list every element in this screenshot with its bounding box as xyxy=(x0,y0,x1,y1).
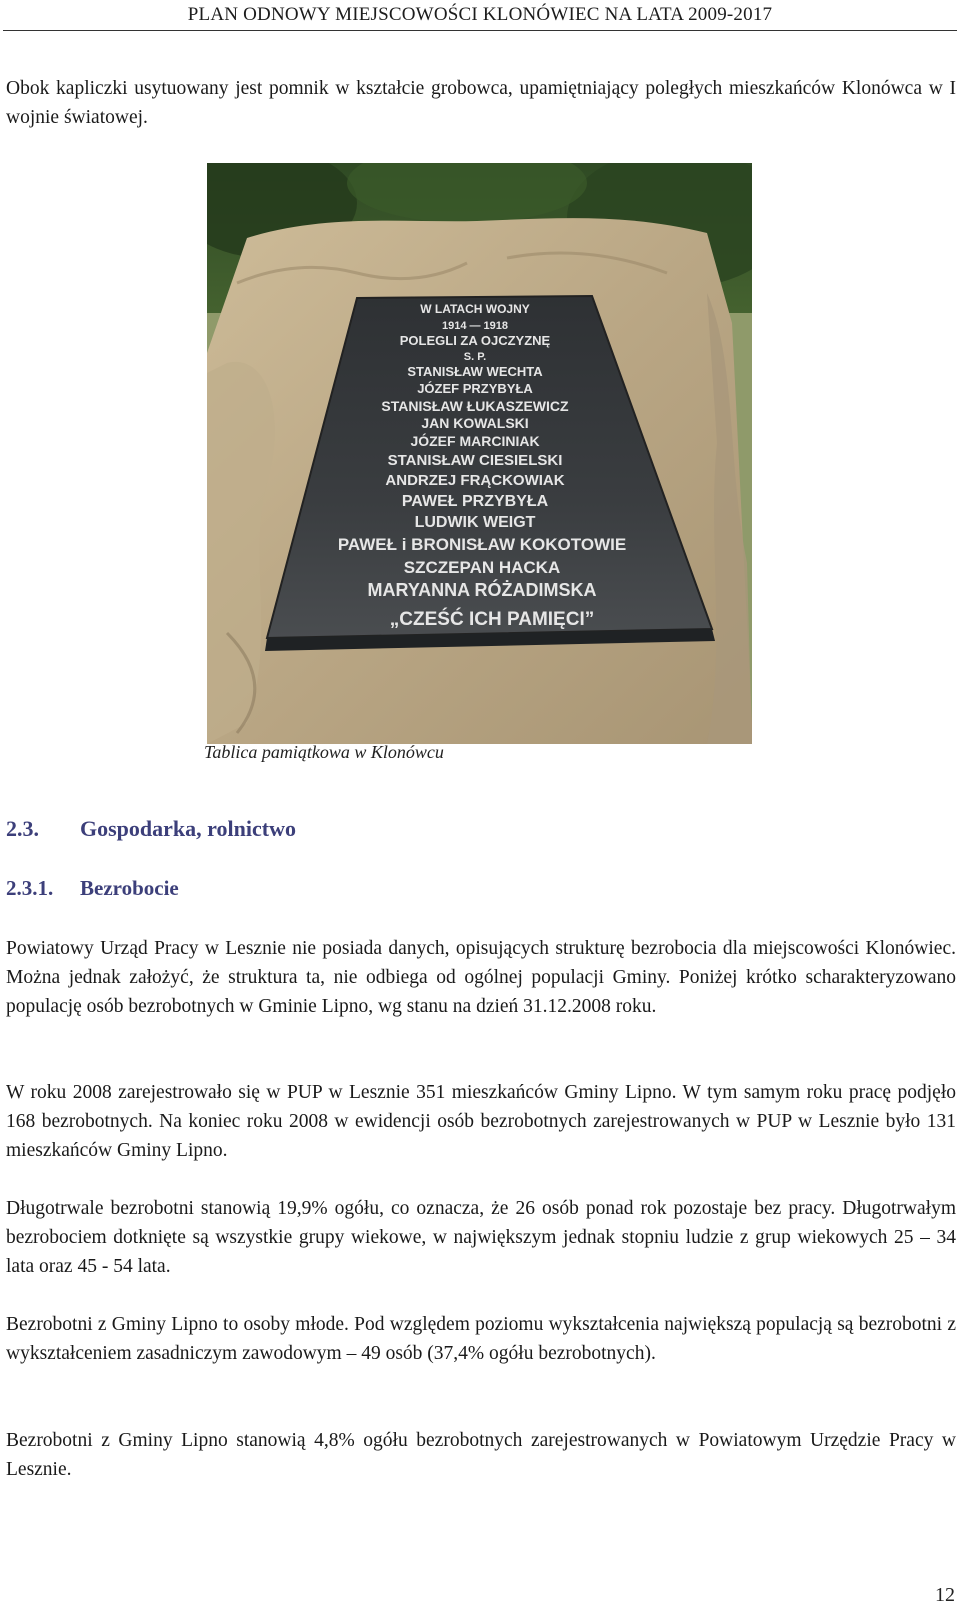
plaque-line: SZCZEPAN HACKA xyxy=(403,558,561,577)
plaque-line: STANISŁAW CIESIELSKI xyxy=(387,452,563,469)
body-paragraph: Bezrobotni z Gminy Lipno stanowią 4,8% ogółu bezrobotnych zarejestrowanych w Powiatowym Urzędzie Pracy w Lesznie. xyxy=(6,1430,956,1480)
section-title: Gospodarka, rolnictwo xyxy=(80,816,296,841)
memorial-plaque-photo xyxy=(207,163,752,744)
body-paragraph: Powiatowy Urząd Pracy w Lesznie nie posiada danych, opisujących strukturę bezrobocia dla miejscowości Klonówiec. Można jednak założyć, że struktura ta, nie odbiega od ogólnej populacji Gminy. Poniżej krótko scharakteryzowano populację osób bezrobotnych w Gminie Lipno, wg stanu na dzień 31.12.2008 roku. xyxy=(6,938,956,1017)
plaque-line: JÓZEF MARCINIAK xyxy=(410,433,540,449)
intro-paragraph: Obok kapliczki usytuowany jest pomnik w kształcie grobowca, upamiętniający poległych mieszkańców Klonówca w I wojnie światowej. xyxy=(6,78,956,128)
photo-caption: Tablica pamiątkowa w Klonówcu xyxy=(204,742,444,762)
plaque-line: S. P. xyxy=(463,351,487,363)
plaque-line: PAWEŁ PRZYBYŁA xyxy=(401,493,549,510)
plaque-line: PAWEŁ i BRONISŁAW KOKOTOWIE xyxy=(337,535,627,554)
section-heading xyxy=(6,816,296,842)
plaque-line: STANISŁAW ŁUKASZEWICZ xyxy=(381,398,569,414)
header-divider xyxy=(3,30,957,31)
subsection-title: Bezrobocie xyxy=(80,876,179,900)
subsection-number: 2.3.1. xyxy=(6,876,54,900)
body-paragraph: Długotrwale bezrobotni stanowią 19,9% ogółu, co oznacza, że 26 osób ponad rok pozostaje bez pracy. Długotrwałym bezrobociem dotknięte są wszystkie grupy wiekowe, w największym jednak stopniu ludzie z grup wiekowych 25 – 34 lata oraz 45 - 54 lata. xyxy=(6,1198,956,1277)
plaque-line: 1914 — 1918 xyxy=(441,320,509,332)
plaque-line: ANDRZEJ FRĄCKOWIAK xyxy=(385,472,565,489)
plaque-line: W LATACH WOJNY xyxy=(420,302,530,316)
section-number: 2.3. xyxy=(6,816,39,841)
plaque-line: JAN KOWALSKI xyxy=(421,415,529,431)
plaque-line: JÓZEF PRZYBYŁA xyxy=(417,381,533,396)
document-title: PLAN ODNOWY MIEJSCOWOŚCI KLONÓWIEC NA LATA 2009-2017 xyxy=(187,4,773,25)
page-header xyxy=(0,0,960,34)
page-number: 12 xyxy=(935,1584,955,1606)
body-paragraph: Bezrobotni z Gminy Lipno to osoby młode. Pod względem poziomu wykształcenia największą populacją są bezrobotni z wykształceniem zasadniczym zawodowym – 49 osób (37,4% ogółu bezrobotnych). xyxy=(6,1314,956,1364)
plaque-line: POLEGLI ZA OJCZYZNĘ xyxy=(399,333,551,348)
body-paragraph: W roku 2008 zarejestrowało się w PUP w Lesznie 351 mieszkańców Gminy Lipno. W tym samym roku pracę podjęło 168 bezrobotnych. Na koniec roku 2008 w ewidencji osób bezrobotnych zarejestrowanych w PUP w Lesznie było 131 mieszkańców Gminy Lipno. xyxy=(6,1082,956,1161)
subsection-heading xyxy=(6,876,179,901)
plaque-line: „CZEŚĆ ICH PAMIĘCI” xyxy=(389,609,595,630)
plaque-line: STANISŁAW WECHTA xyxy=(407,364,543,379)
plaque-line: MARYANNA RÓŻADIMSKA xyxy=(367,580,597,600)
plaque-line: LUDWIK WEIGT xyxy=(414,514,536,531)
